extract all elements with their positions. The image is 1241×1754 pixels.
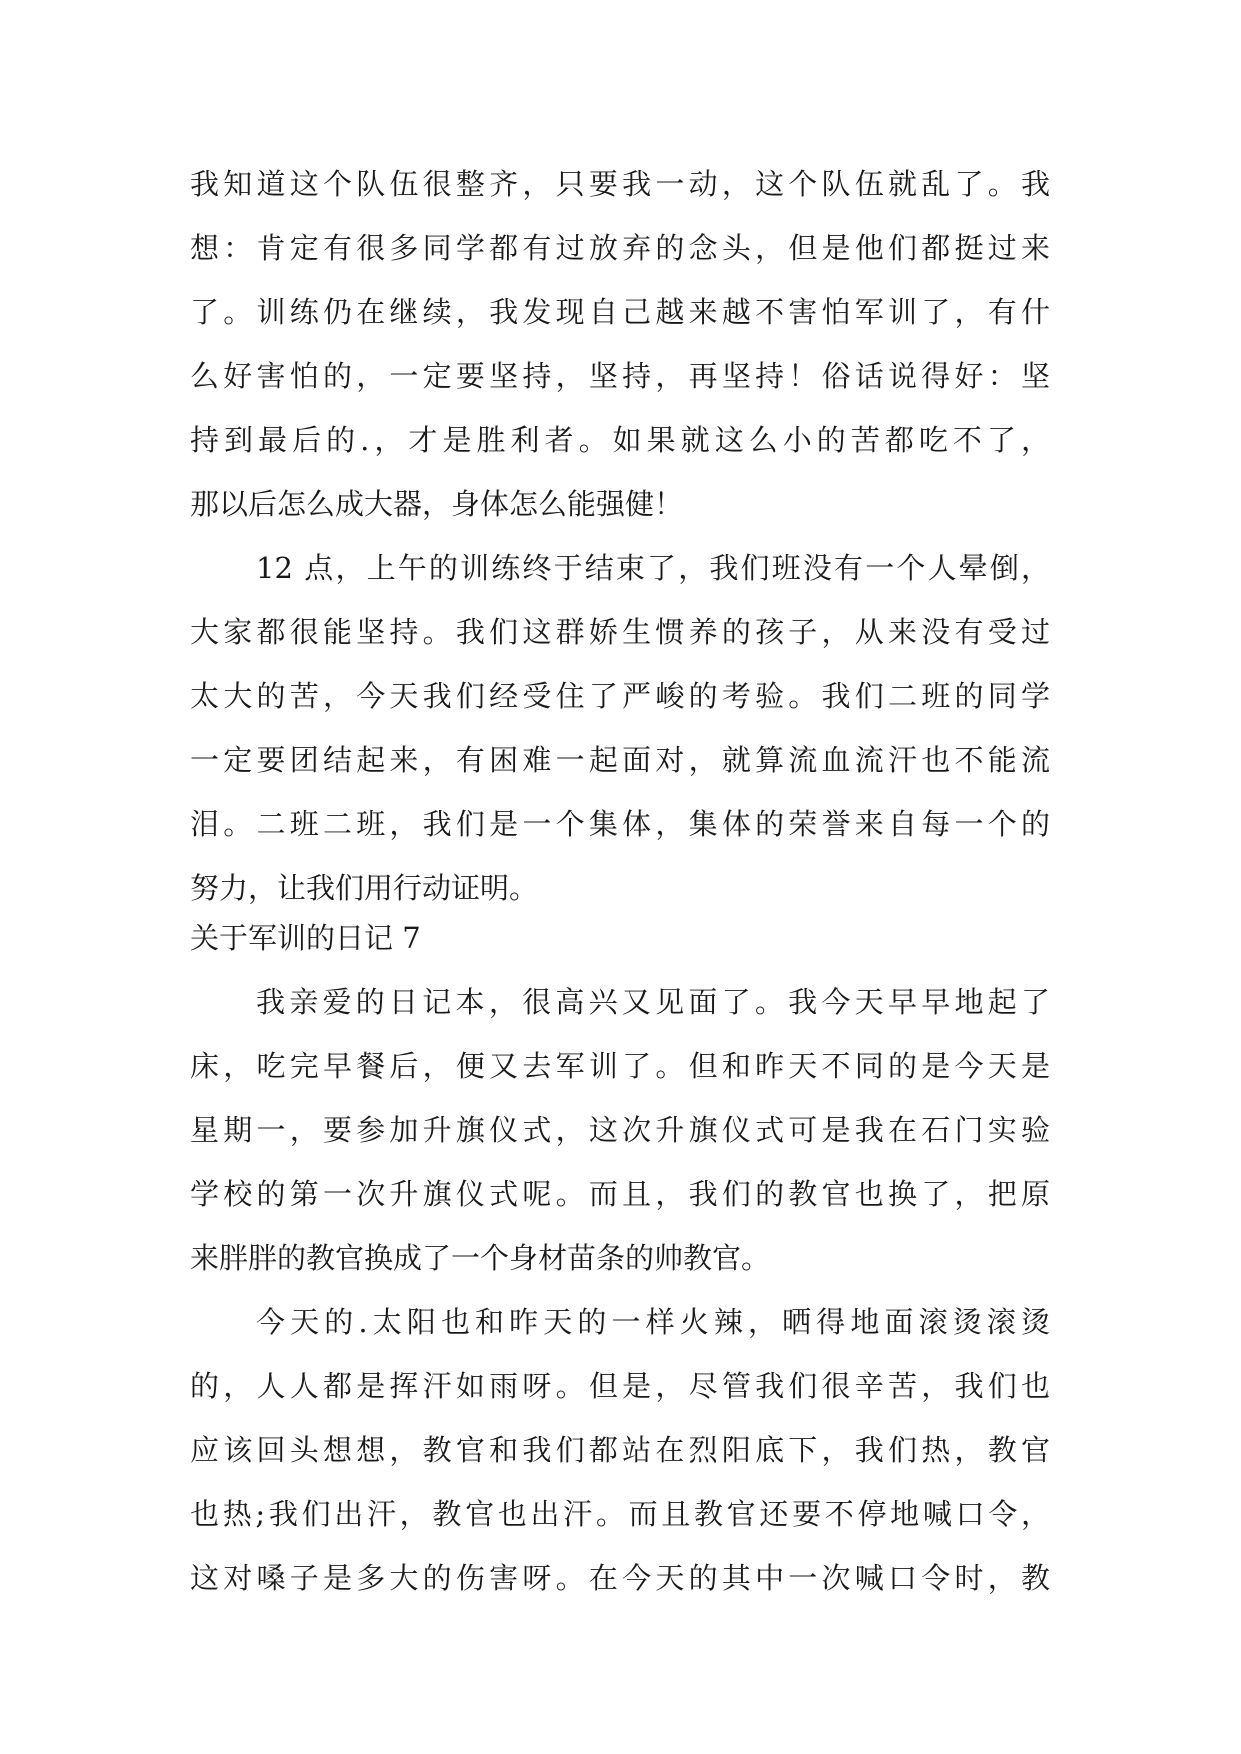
- text-line: 一定要团结起来，有困难一起面对，就算流血流汗也不能流: [190, 743, 1050, 777]
- paragraph-block-4: [190, 1290, 1050, 1610]
- text-line: 努力，让我们用行动证明。: [190, 871, 539, 905]
- text-line: 太大的苦，今天我们经受住了严峻的考验。我们二班的同学: [190, 679, 1050, 713]
- text-line: 应该回头想想，教官和我们都站在烈阳底下，我们热，教官: [190, 1433, 1050, 1467]
- text-line: 那以后怎么成大器，身体怎么能强健！: [190, 487, 684, 521]
- paragraph-block-1: [190, 152, 1050, 536]
- section-title: 关于军训的日记 7: [190, 921, 421, 955]
- text-line: 么好害怕的，一定要坚持，坚持，再坚持！俗话说得好：坚: [190, 359, 1050, 393]
- paragraph-block-3: [190, 970, 1050, 1290]
- text-line: 的，人人都是挥汗如雨呀。但是，尽管我们很辛苦，我们也: [190, 1369, 1050, 1403]
- text-line: 我知道这个队伍很整齐，只要我一动，这个队伍就乱了。我: [190, 167, 1050, 201]
- paragraph-block-2: [190, 536, 1050, 920]
- text-line: 持到最后的.，才是胜利者。如果就这么小的苦都吃不了，: [190, 423, 1050, 457]
- text-line: 也热;我们出汗，教官也出汗。而且教官还要不停地喊口令，: [190, 1497, 1050, 1531]
- text-line: 来胖胖的教官换成了一个身材苗条的帅教官。: [190, 1241, 771, 1275]
- text-line: 大家都很能坚持。我们这群娇生惯养的孩子，从来没有受过: [190, 615, 1050, 649]
- text-line: 床，吃完早餐后，便又去军训了。但和昨天不同的是今天是: [190, 1049, 1050, 1083]
- text-line: 我亲爱的日记本，很高兴又见面了。我今天早早地起了: [256, 985, 1050, 1019]
- text-line: 今天的.太阳也和昨天的一样火辣，晒得地面滚烫滚烫: [256, 1305, 1050, 1339]
- text-line: 这对嗓子是多大的伤害呀。在今天的其中一次喊口令时，教: [190, 1561, 1050, 1595]
- text-line: 了。训练仍在继续，我发现自己越来越不害怕军训了，有什: [190, 295, 1050, 329]
- text-line: 泪。二班二班，我们是一个集体，集体的荣誉来自每一个的: [190, 807, 1050, 841]
- text-line: 学校的第一次升旗仪式呢。而且，我们的教官也换了，把原: [190, 1177, 1050, 1211]
- text-line: 想：肯定有很多同学都有过放弃的念头，但是他们都挺过来: [190, 231, 1050, 265]
- text-line: 星期一，要参加升旗仪式，这次升旗仪式可是我在石门实验: [190, 1113, 1050, 1147]
- text-line: 12 点，上午的训练终于结束了，我们班没有一个人晕倒，: [256, 551, 1050, 585]
